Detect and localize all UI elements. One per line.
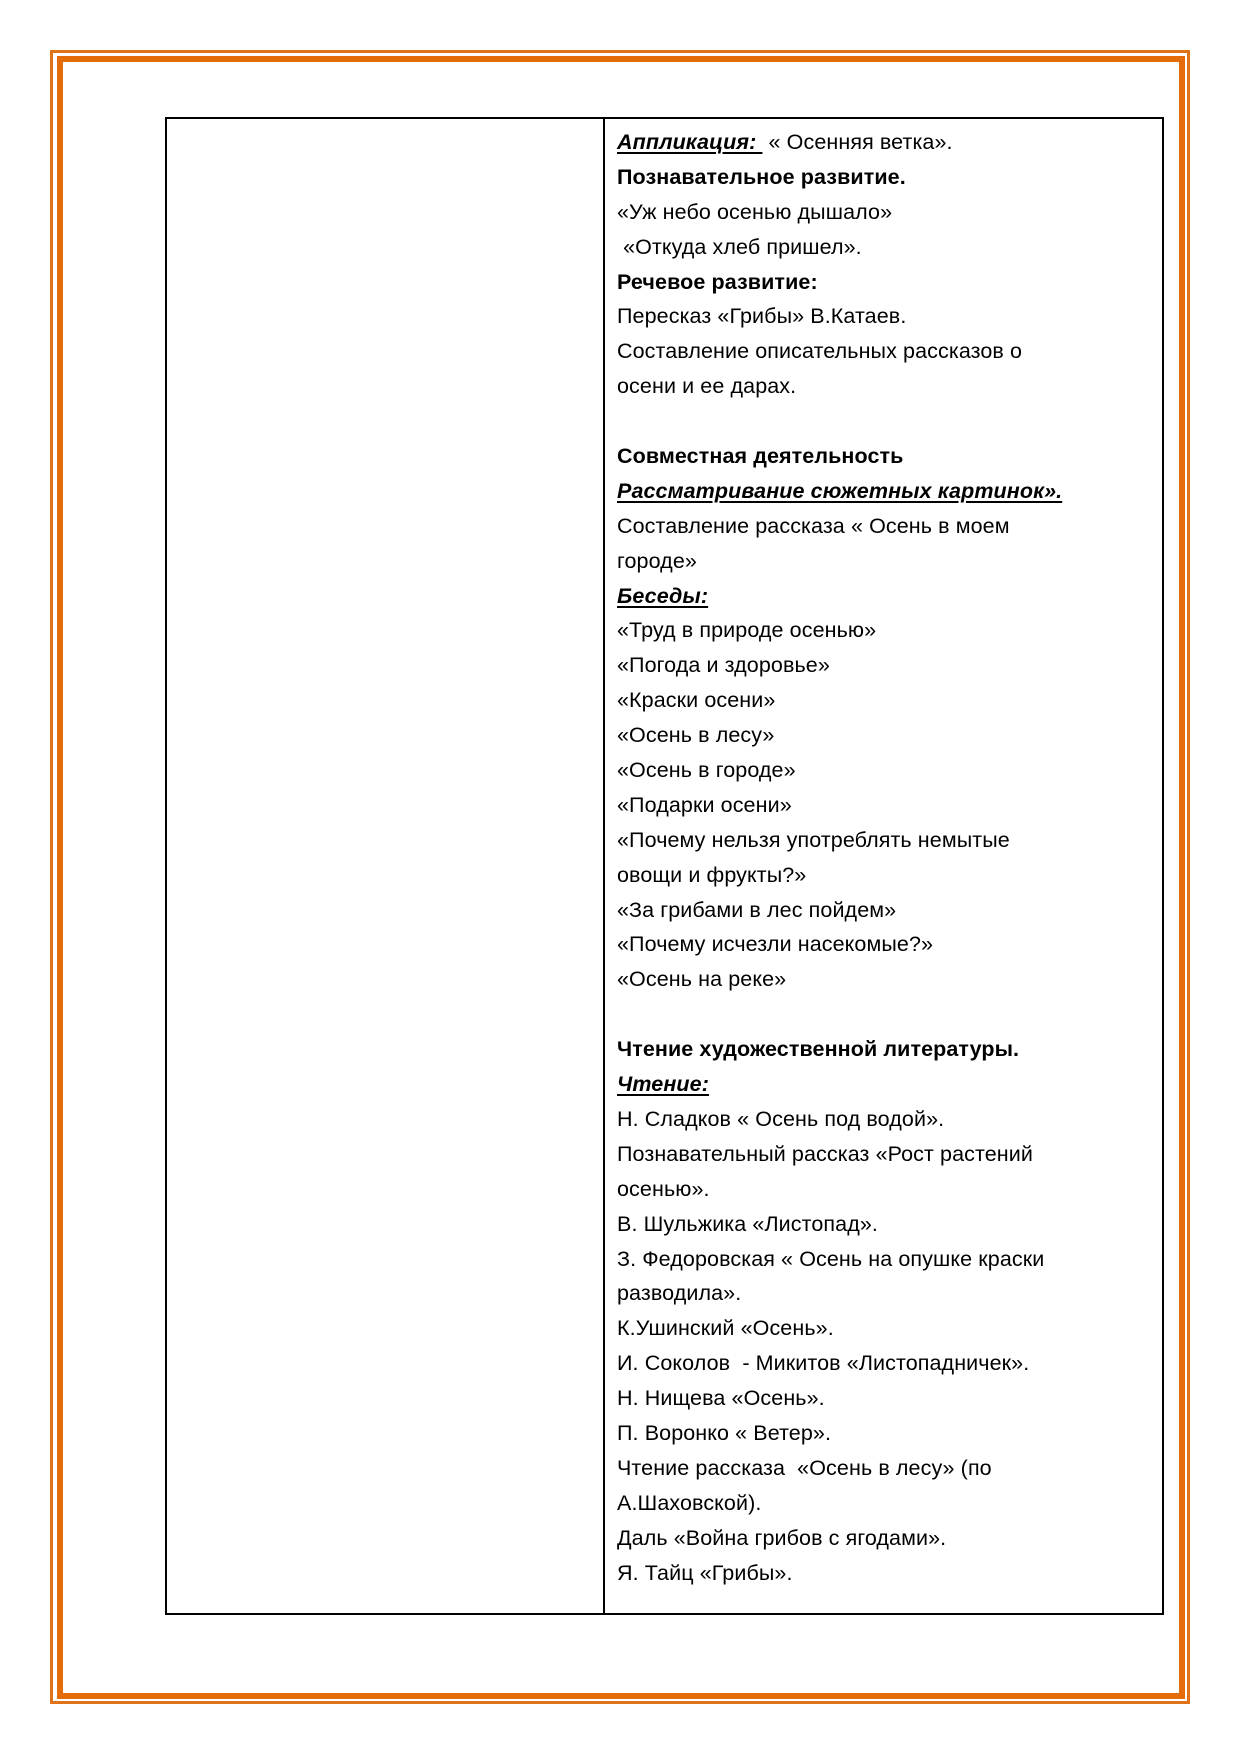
reading-item: П. Воронко « Ветер». <box>617 1420 832 1445</box>
talk-item: «Труд в природе осенью» <box>617 618 877 643</box>
talk-item: «Почему исчезли насекомые?» <box>617 932 934 957</box>
joint-subheading: Рассматривание сюжетных картинок». <box>617 478 1063 503</box>
talk-item: «Краски осени» <box>617 688 776 713</box>
reading-item: И. Соколов - Микитов «Листопадничек». <box>617 1351 1030 1376</box>
talk-item: «Осень в городе» <box>617 758 796 783</box>
reading-item: Я. Тайц «Грибы». <box>617 1560 793 1585</box>
reading-item: Н. Сладков « Осень под водой». <box>617 1106 945 1131</box>
talk-item: «За грибами в лес пойдем» <box>617 897 897 922</box>
joint-item: городе» <box>617 548 697 573</box>
talk-item: овощи и фрукты?» <box>617 862 807 887</box>
reading-item: А.Шаховской). <box>617 1490 762 1515</box>
applique-label: Аппликация: <box>617 130 763 154</box>
table-cell-activities <box>605 119 1162 1613</box>
speech-item: осени и ее дарах. <box>617 374 797 399</box>
talk-item: «Подарки осени» <box>617 792 792 817</box>
cognitive-item: «Откуда хлеб пришел». <box>617 234 862 259</box>
reading-item: Чтение рассказа «Осень в лесу» (по <box>617 1455 992 1480</box>
spacer <box>617 404 1152 439</box>
cognitive-heading: Познавательное развитие. <box>617 164 906 189</box>
reading-item: В. Шульжика «Листопад». <box>617 1211 878 1236</box>
speech-item: Составление описательных рассказов о <box>617 339 1023 364</box>
reading-subheading: Чтение: <box>617 1072 709 1097</box>
speech-item: Пересказ «Грибы» В.Катаев. <box>617 304 907 329</box>
applique-text: « Осенняя ветка». <box>768 130 953 154</box>
reading-item: Даль «Война грибов с ягодами». <box>617 1525 947 1550</box>
reading-item: разводила». <box>617 1281 742 1306</box>
spacer <box>617 997 1152 1032</box>
table-cell-left-empty <box>167 119 605 1613</box>
talk-item: «Почему нельзя употреблять немытые <box>617 827 1010 852</box>
plan-table <box>165 117 1164 1615</box>
speech-heading: Речевое развитие: <box>617 269 818 294</box>
reading-item: осенью». <box>617 1176 710 1201</box>
applique-line <box>617 125 1152 160</box>
joint-item: Составление рассказа « Осень в моем <box>617 513 1010 538</box>
talk-item: «Осень в лесу» <box>617 723 775 748</box>
talks-heading: Беседы: <box>617 583 709 608</box>
reading-item: Познавательный рассказ «Рост растений <box>617 1141 1033 1166</box>
reading-heading: Чтение художественной литературы. <box>617 1037 1020 1062</box>
reading-item: З. Федоровская « Осень на опушке краски <box>617 1246 1045 1271</box>
joint-heading: Совместная деятельность <box>617 444 904 469</box>
cognitive-item: «Уж небо осенью дышало» <box>617 199 893 224</box>
talk-item: «Погода и здоровье» <box>617 653 830 678</box>
reading-item: К.Ушинский «Осень». <box>617 1316 834 1341</box>
reading-item: Н. Нищева «Осень». <box>617 1386 825 1411</box>
talk-item: «Осень на реке» <box>617 967 787 992</box>
